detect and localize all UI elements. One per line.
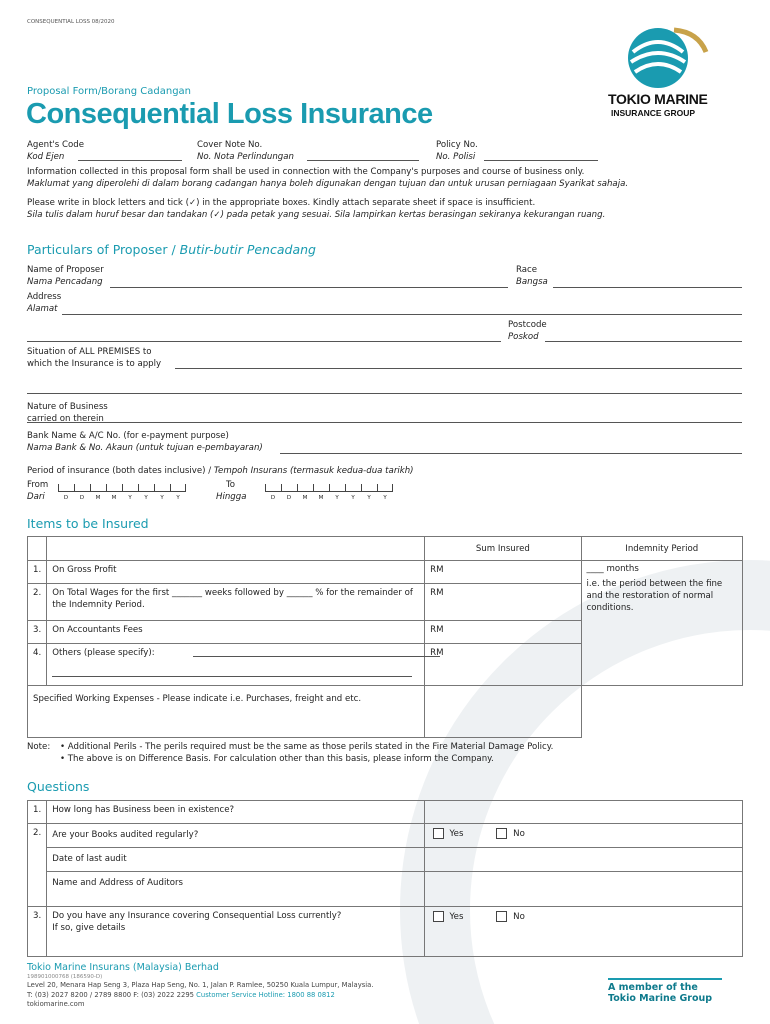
date-letter: D <box>286 495 292 501</box>
to-label: To Hingga <box>216 480 247 502</box>
logo-text: TOKIO MARINE <box>608 91 708 107</box>
working-expenses-field[interactable] <box>425 686 581 738</box>
date-letter: Y <box>128 495 132 501</box>
from-date-letters <box>58 495 186 501</box>
date-letter: M <box>111 495 117 501</box>
cover-note-label: Cover Note No. No. Nota Perlindungan <box>197 140 294 162</box>
answer-field[interactable] <box>424 848 742 872</box>
question-text: Do you have any Insurance covering Consequential Loss currently? If so, give details <box>47 907 424 957</box>
premises-label: Situation of ALL PREMISES to which the Insurance is to apply <box>27 347 162 369</box>
question-number: 3. <box>28 907 47 957</box>
race-field[interactable] <box>553 287 742 288</box>
proposer-name-label: Name of Proposer Nama Pencadang <box>27 265 104 287</box>
nature-label: Nature of Business carried on therein <box>27 402 108 424</box>
policy-no-field[interactable] <box>484 160 598 161</box>
date-letter: Y <box>160 495 164 501</box>
nature-field[interactable] <box>27 422 742 423</box>
from-date-field[interactable] <box>58 484 186 501</box>
date-letter: Y <box>351 495 355 501</box>
period-note: i.e. the period between the fine and the restoration of normal conditions. <box>586 579 723 613</box>
yes-no-cell[interactable] <box>424 907 742 957</box>
page-title: Consequential Loss Insurance <box>26 98 433 130</box>
row-description: On Total Wages for the first _______ weeks followed by ______ % for the remainder of the Indemnity Period. <box>47 584 425 621</box>
tokio-marine-logo-icon <box>618 22 710 92</box>
yes-checkbox[interactable] <box>433 828 444 839</box>
period-label: Period of insurance (both dates inclusive) / Tempoh Insurans (termasuk kedua-dua tarikh) <box>27 466 414 476</box>
premises-field-line2[interactable] <box>27 393 742 394</box>
yes-label: Yes <box>449 829 464 839</box>
policy-no-label: Policy No. No. Polisi <box>436 140 478 162</box>
col-indemnity-period: Indemnity Period <box>581 537 742 561</box>
row-number: 2. <box>28 584 47 621</box>
items-heading: Items to be Insured <box>27 516 149 531</box>
items-header-blank <box>28 537 47 561</box>
postcode-label: Postcode Poskod <box>508 320 547 342</box>
date-letter: M <box>318 495 324 501</box>
working-expenses-label: Specified Working Expenses - Please indicate i.e. Purchases, freight and etc. <box>28 686 425 738</box>
date-letter: D <box>79 495 85 501</box>
no-label: No <box>513 829 525 839</box>
cover-note-field[interactable] <box>307 160 419 161</box>
question-text: Name and Address of Auditors <box>47 872 424 907</box>
questions-table <box>27 800 743 957</box>
row-description: On Gross Profit <box>47 561 425 584</box>
question-text: Date of last audit <box>47 848 424 872</box>
indemnity-period-cell[interactable] <box>581 561 742 686</box>
yes-no-cell[interactable] <box>424 824 742 848</box>
sum-insured-field[interactable]: RM <box>425 584 581 621</box>
address-field-line1[interactable] <box>62 314 742 315</box>
date-letter: Y <box>144 495 148 501</box>
months-field[interactable]: ____ months <box>586 564 639 574</box>
info-block: Information collected in this proposal form shall be used in connection with the Company's purposes and course of business only. Maklumat yang diperolehi di dalam borang cadangan hanya boleh digunakan dengan tujuan dan untuk urusan perniagaan Syarikat sahaja. Please write in block letters and tick (✓) in the appropriate boxes. Kindly attach separate sheet if space is insufficient. Sila tulis dalam huruf besar dan tandakan (✓) pada petak yang sesuai. Sila lampirkan kertas berasingan sekiranya kekurangan ruang. <box>27 167 629 220</box>
yes-label: Yes <box>449 912 464 922</box>
date-letter: M <box>95 495 101 501</box>
row-number: 3. <box>28 621 47 644</box>
sum-insured-field[interactable]: RM <box>425 621 581 644</box>
member-of-group: A member of the Tokio Marine Group <box>608 982 713 1004</box>
premises-field-line1[interactable] <box>175 368 742 369</box>
sum-insured-field[interactable]: RM <box>425 644 581 686</box>
sum-insured-field[interactable]: RM <box>425 561 581 584</box>
date-letter: D <box>63 495 69 501</box>
bank-label: Bank Name & A/C No. (for e-payment purpose) Nama Bank & No. Akaun (untuk tujuan e-pembayaran) <box>27 431 263 453</box>
no-label: No <box>513 912 525 922</box>
row-description: On Accountants Fees <box>47 621 425 644</box>
row-number: 1. <box>28 561 47 584</box>
race-label: Race Bangsa <box>516 265 548 287</box>
footer-company: Tokio Marine Insurans (Malaysia) Berhad <box>27 962 219 973</box>
answer-field[interactable] <box>424 801 742 824</box>
footer-address-block: Level 20, Menara Hap Seng 3, Plaza Hap Seng, No. 1, Jalan P. Ramlee, 50250 Kuala Lumpur, Malaysia. T: (03) 2027 8200 / 2789 8800 F: (03) 2022 2295 Customer Service Hotline: 1800 88 0812 tokiomarine.com <box>27 981 374 1008</box>
date-letter: Y <box>176 495 180 501</box>
no-checkbox[interactable] <box>496 911 507 922</box>
row-description: Others (please specify): <box>52 648 155 658</box>
agent-code-field[interactable] <box>78 160 182 161</box>
form-subtitle: Proposal Form/Borang Cadangan <box>27 86 192 97</box>
no-checkbox[interactable] <box>496 828 507 839</box>
to-date-field[interactable] <box>265 484 393 501</box>
col-sum-insured: Sum Insured <box>425 537 581 561</box>
date-letter: D <box>270 495 276 501</box>
items-table <box>27 536 743 738</box>
logo-subtext: INSURANCE GROUP <box>611 108 696 118</box>
question-number: 1. <box>28 801 47 824</box>
from-label: From Dari <box>27 480 49 502</box>
items-header-blank <box>47 537 425 561</box>
others-cell[interactable] <box>47 644 425 686</box>
proposer-name-field[interactable] <box>110 287 508 288</box>
form-code: CONSEQUENTIAL LOSS 08/2020 <box>27 19 115 25</box>
yes-checkbox[interactable] <box>433 911 444 922</box>
question-number: 2. <box>28 824 47 907</box>
address-label: Address Alamat <box>27 292 62 314</box>
address-field-line2[interactable] <box>27 341 501 342</box>
others-specify-field[interactable] <box>193 656 440 657</box>
bank-field[interactable] <box>280 453 742 454</box>
answer-field[interactable] <box>424 872 742 907</box>
empty-cell <box>581 686 742 738</box>
date-letter: Y <box>367 495 371 501</box>
footer-divider <box>608 978 722 980</box>
date-letter: Y <box>383 495 387 501</box>
particulars-heading: Particulars of Proposer / Butir-butir Pencadang <box>27 242 316 257</box>
footer-reg: 198901000768 (186590-D) <box>27 974 103 980</box>
question-text: How long has Business been in existence? <box>47 801 424 824</box>
postcode-field[interactable] <box>545 341 742 342</box>
date-letter: M <box>302 495 308 501</box>
questions-heading: Questions <box>27 779 90 794</box>
items-note: Note: • Additional Perils - The perils required must be the same as those perils stated in the Fire Material Damage Policy. • The above is on Difference Basis. For calculation other than this basis, please inform the Company. <box>27 742 554 764</box>
date-letter: Y <box>335 495 339 501</box>
agent-code-label: Agent's Code Kod Ejen <box>27 140 85 162</box>
row-number: 4. <box>28 644 47 686</box>
to-date-letters <box>265 495 393 501</box>
others-specify-field-2[interactable] <box>52 676 412 677</box>
question-text: Are your Books audited regularly? <box>47 824 424 848</box>
